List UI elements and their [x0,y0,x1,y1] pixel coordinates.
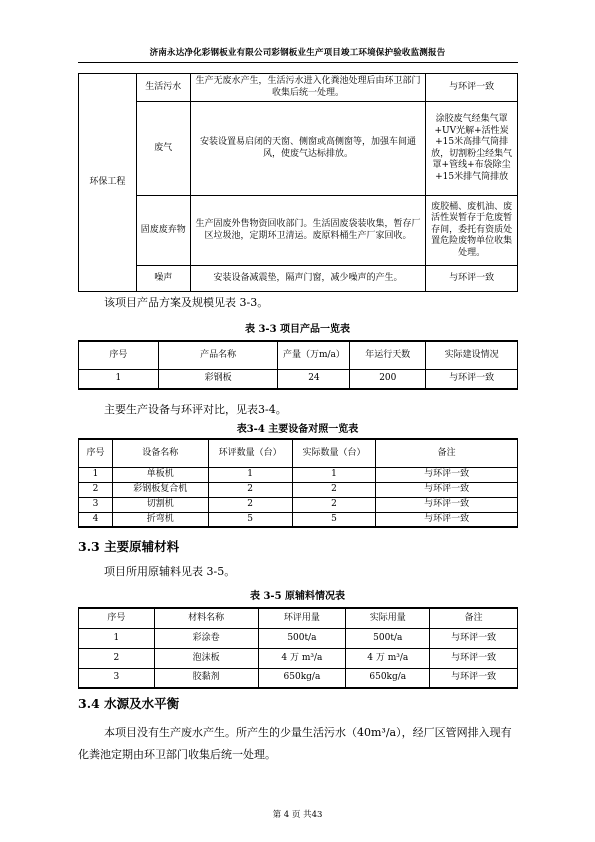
column-header: 序号 [79,341,159,369]
cell: 5 [292,512,376,527]
cell: 与环评一致 [376,482,518,497]
cell: 与环评一致 [376,512,518,527]
cell: 2 [208,497,292,512]
table-caption: 表 3-3 项目产品一览表 [244,324,351,335]
section-heading: 3.4 水源及水平衡 [78,696,180,711]
item-cell: 固废废弃物 [136,196,190,266]
paragraph: 项目所用原辅料见表 3-5。 [104,565,236,578]
cell: 泡沫板 [154,648,258,668]
paragraph: 本项目没有生产废水产生。所产生的少量生活污水（40m³/a），经厂区管网排入现有化粪池定期由环卫部门收集后统一处理。 [78,726,512,761]
equipment-table [78,438,518,528]
cell: 1 [79,628,155,648]
cell: 与环评一致 [430,628,518,648]
column-header: 环评数量（台） [208,439,292,467]
table-row [79,668,518,688]
plan-cell: 安装设备减震垫，隔声门窗，减少噪声的产生。 [190,266,425,292]
section-heading: 3.3 主要原辅材料 [78,539,180,554]
cell: 200 [350,369,426,389]
table-row [79,497,518,512]
column-header: 备注 [430,608,518,628]
cell: 与环评一致 [430,648,518,668]
cell: 彩钢板 [158,369,278,389]
cell: 2 [208,482,292,497]
plan-cell: 生产固废外售物资回收部门。生活固废袋装收集，暂存厂区垃圾池，定期环卫清运。废原料桶生产厂家回收。 [190,196,425,266]
plan-cell: 安装设置易启闭的天窗、侧窗或高侧窗等，加强车间通风，使废气达标排放。 [190,102,425,196]
actual-cell: 与环评一致 [426,74,518,102]
table-row [79,102,518,196]
cell: 2 [79,648,155,668]
page-header: 济南永达净化彩钢板业有限公司彩钢板业生产项目竣工环境保护验收监测报告 [149,48,446,58]
column-header: 产品名称 [158,341,278,369]
cell: 2 [292,482,376,497]
column-header: 实际建设情况 [426,341,518,369]
cell: 1 [79,467,113,482]
cell: 与环评一致 [376,497,518,512]
cell: 3 [79,668,155,688]
header-rule [78,62,518,63]
table-row [79,482,518,497]
cell: 与环评一致 [376,467,518,482]
category-cell: 环保工程 [79,74,137,292]
table-row [79,369,518,389]
table-row [79,467,518,482]
cell: 2 [79,482,113,497]
cell: 4 万 m³/a [346,648,430,668]
column-header: 材料名称 [154,608,258,628]
env-works-table [78,73,518,292]
column-header: 序号 [79,608,155,628]
cell: 650kg/a [346,668,430,688]
column-header: 年运行天数 [350,341,426,369]
table-caption: 表3-4 主要设备对照一览表 [236,424,359,435]
table-header-row [79,439,518,467]
table-header-row [79,341,518,369]
item-cell: 废气 [136,102,190,196]
column-header: 环评用量 [258,608,346,628]
table-row [79,74,518,102]
cell: 2 [292,497,376,512]
cell: 24 [278,369,350,389]
cell: 4 万 m³/a [258,648,346,668]
page-footer: 第 4 页 共43 [272,810,323,820]
cell: 折弯机 [112,512,208,527]
item-cell: 生活污水 [136,74,190,102]
cell: 500t/a [258,628,346,648]
paragraph: 主要生产设备与环评对比，见表3-4。 [104,403,287,416]
cell: 胶黏剂 [154,668,258,688]
table-header-row [79,608,518,628]
cell: 与环评一致 [430,668,518,688]
table-row [79,196,518,266]
plan-cell: 生产无废水产生，生活污水进入化粪池处理后由环卫部门收集后统一处理。 [190,74,425,102]
cell: 彩涂卷 [154,628,258,648]
column-header: 设备名称 [112,439,208,467]
cell: 与环评一致 [426,369,518,389]
cell: 1 [79,369,159,389]
cell: 1 [292,467,376,482]
table-row [79,266,518,292]
cell: 1 [208,467,292,482]
table-row [79,512,518,527]
column-header: 实际数量（台） [292,439,376,467]
product-table [78,340,518,390]
item-cell: 噪声 [136,266,190,292]
column-header: 序号 [79,439,113,467]
actual-cell: 涂胶废气经集气罩+UV光解+活性炭+15米高排气筒排放，切割粉尘经集气罩+管线+布袋除尘+15米排气筒排放 [426,102,518,196]
cell: 500t/a [346,628,430,648]
column-header: 备注 [376,439,518,467]
table-row [79,628,518,648]
cell: 3 [79,497,113,512]
paragraph: 该项目产品方案及规模见表 3-3。 [104,296,269,309]
actual-cell: 与环评一致 [426,266,518,292]
table-row [79,648,518,668]
cell: 彩钢板复合机 [112,482,208,497]
materials-table [78,607,518,689]
cell: 单板机 [112,467,208,482]
cell: 5 [208,512,292,527]
actual-cell: 废胶桶、废机油、废活性炭暂存于危废暂存间，委托有资质处置危险废物单位收集处理。 [426,196,518,266]
cell: 650kg/a [258,668,346,688]
column-header: 实际用量 [346,608,430,628]
column-header: 产量（万m/a） [278,341,350,369]
cell: 4 [79,512,113,527]
table-caption: 表 3-5 原辅料情况表 [249,591,346,602]
cell: 切割机 [112,497,208,512]
